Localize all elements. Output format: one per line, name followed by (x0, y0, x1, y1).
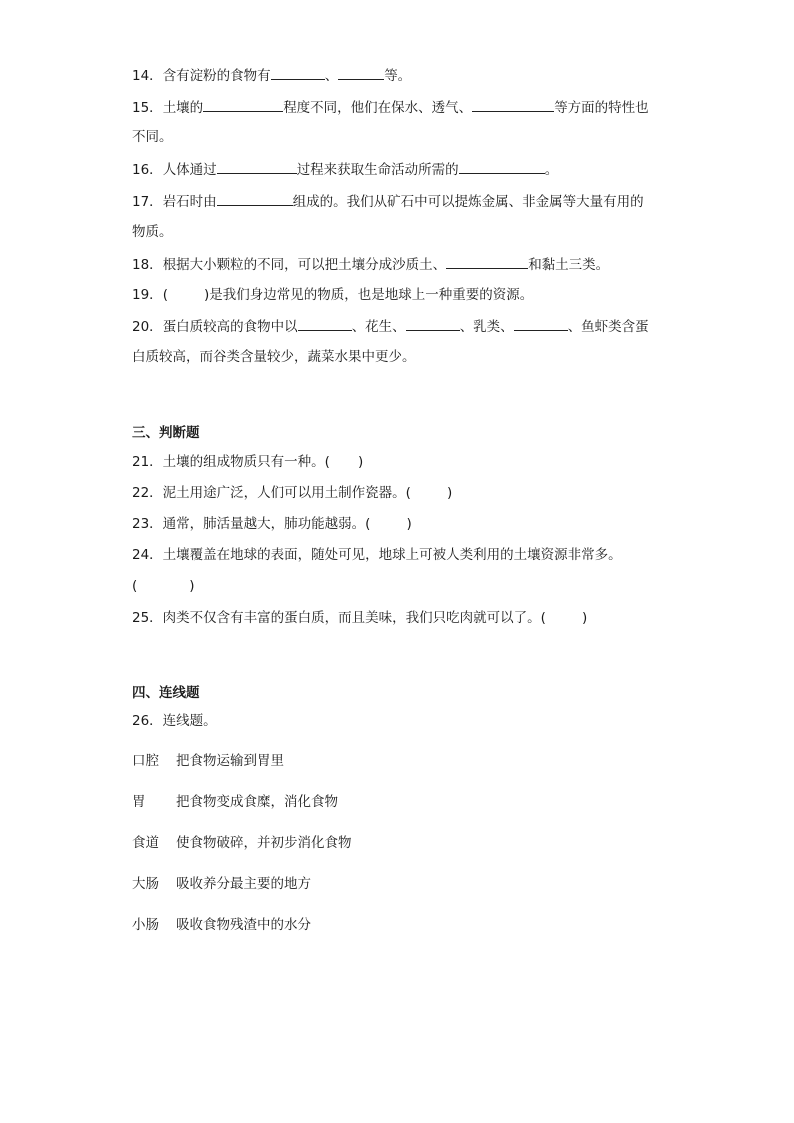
question-15 (132, 98, 649, 117)
question-text: 白质较高，而谷类含量较少，蔬菜水果中更少。 (132, 349, 416, 365)
answer-blank[interactable] (459, 160, 545, 174)
question-17 (132, 192, 644, 211)
question-24 (132, 546, 622, 564)
question-22 (132, 484, 452, 502)
match-left-item[interactable]: 口腔 (132, 753, 159, 769)
answer-blank[interactable] (203, 98, 283, 112)
paren-open: ( (162, 287, 168, 303)
question-number: 14． (132, 68, 163, 84)
question-text: 22．泥土用途广泛，人们可以用土制作瓷器。( (132, 485, 411, 501)
answer-blank[interactable] (217, 192, 293, 206)
question-15-cont (132, 128, 173, 146)
question-text: 、乳类、 (459, 319, 514, 335)
question-text: 25．肉类不仅含有丰富的蛋白质，而且美味，我们只吃肉就可以了。( (132, 610, 546, 626)
question-text: 24．土壤覆盖在地球的表面，随处可见，地球上可被人类利用的土壤资源非常多。 (132, 547, 622, 563)
match-right-item[interactable]: 吸收养分最主要的地方 (176, 876, 311, 892)
match-left-item[interactable]: 食道 (132, 835, 159, 851)
answer-blank[interactable] (298, 317, 352, 331)
question-text: 物质。 (132, 224, 173, 240)
question-text: 土壤的 (162, 100, 204, 116)
question-19 (132, 286, 533, 304)
question-number: 19． (132, 287, 163, 303)
question-text: 和黏土三类。 (528, 257, 610, 273)
separator: 、 (324, 68, 339, 84)
question-text: 过程来获取生命活动所需的 (296, 162, 459, 178)
answer-blank[interactable] (514, 317, 568, 331)
question-16 (132, 160, 558, 179)
question-20-cont (132, 348, 416, 366)
question-text: 含有淀粉的食物有 (162, 68, 271, 84)
answer-blank[interactable] (472, 98, 554, 112)
question-18 (132, 255, 609, 274)
paren-close: ) (357, 454, 364, 470)
match-left-item[interactable]: 小肠 (132, 917, 159, 933)
paren-close: ) (406, 516, 412, 532)
question-text: 蛋白质较高的食物中以 (162, 319, 298, 335)
question-number: 20． (132, 319, 163, 335)
match-left-item[interactable]: 胃 (132, 794, 146, 810)
match-right-item[interactable]: 把食物运输到胃里 (176, 753, 284, 769)
question-number: 16． (132, 162, 163, 178)
paren-open: ( (132, 578, 138, 594)
question-text: 组成的。我们从矿石中可以提炼金属、非金属等大量有用的 (292, 194, 644, 210)
question-21 (132, 453, 363, 471)
question-text: 岩石时由 (162, 194, 217, 210)
question-text: 23．通常，肺活量越大，肺功能越弱。( (132, 516, 371, 532)
paren-close: ) (446, 485, 453, 501)
question-text: 人体通过 (162, 162, 217, 178)
question-26: 26．连线题。 (132, 713, 217, 729)
question-text: 等。 (384, 68, 412, 84)
paren-close: ) (203, 287, 210, 303)
match-left-item[interactable]: 大肠 (132, 876, 159, 892)
question-number: 18． (132, 257, 163, 273)
question-14 (132, 66, 411, 85)
question-23 (132, 515, 412, 533)
section-title-judgment: 三、判断题 (132, 425, 200, 441)
question-text: 。 (544, 162, 559, 178)
question-text: 是我们身边常见的物质，也是地球上一种重要的资源。 (209, 287, 534, 303)
question-text: 21．土壤的组成物质只有一种。( (132, 454, 330, 470)
answer-blank[interactable] (217, 160, 297, 174)
question-text: 等方面的特性也 (554, 100, 649, 116)
question-text: 、鱼虾类含蛋 (567, 319, 649, 335)
answer-blank[interactable] (271, 66, 325, 80)
question-text: 根据大小颗粒的不同，可以把土壤分成沙质土、 (162, 257, 447, 273)
question-number: 17． (132, 194, 163, 210)
answer-blank[interactable] (406, 317, 460, 331)
question-20 (132, 317, 649, 336)
question-number: 15． (132, 100, 163, 116)
answer-blank[interactable] (338, 66, 384, 80)
question-text: 、花生、 (351, 319, 406, 335)
match-right-item[interactable]: 使食物破碎，并初步消化食物 (176, 835, 352, 851)
question-text: 程度不同，他们在保水、透气、 (283, 100, 473, 116)
paren-close: ) (189, 578, 195, 594)
question-17-cont (132, 223, 173, 241)
question-text: 不同。 (132, 129, 173, 145)
match-right-item[interactable]: 把食物变成食糜，消化食物 (176, 794, 338, 810)
paren-close: ) (581, 610, 588, 626)
question-24-cont (132, 577, 195, 595)
question-25 (132, 609, 587, 627)
section-title-matching: 四、连线题 (132, 685, 200, 701)
match-right-item[interactable]: 吸收食物残渣中的水分 (176, 917, 311, 933)
answer-blank[interactable] (446, 255, 528, 269)
